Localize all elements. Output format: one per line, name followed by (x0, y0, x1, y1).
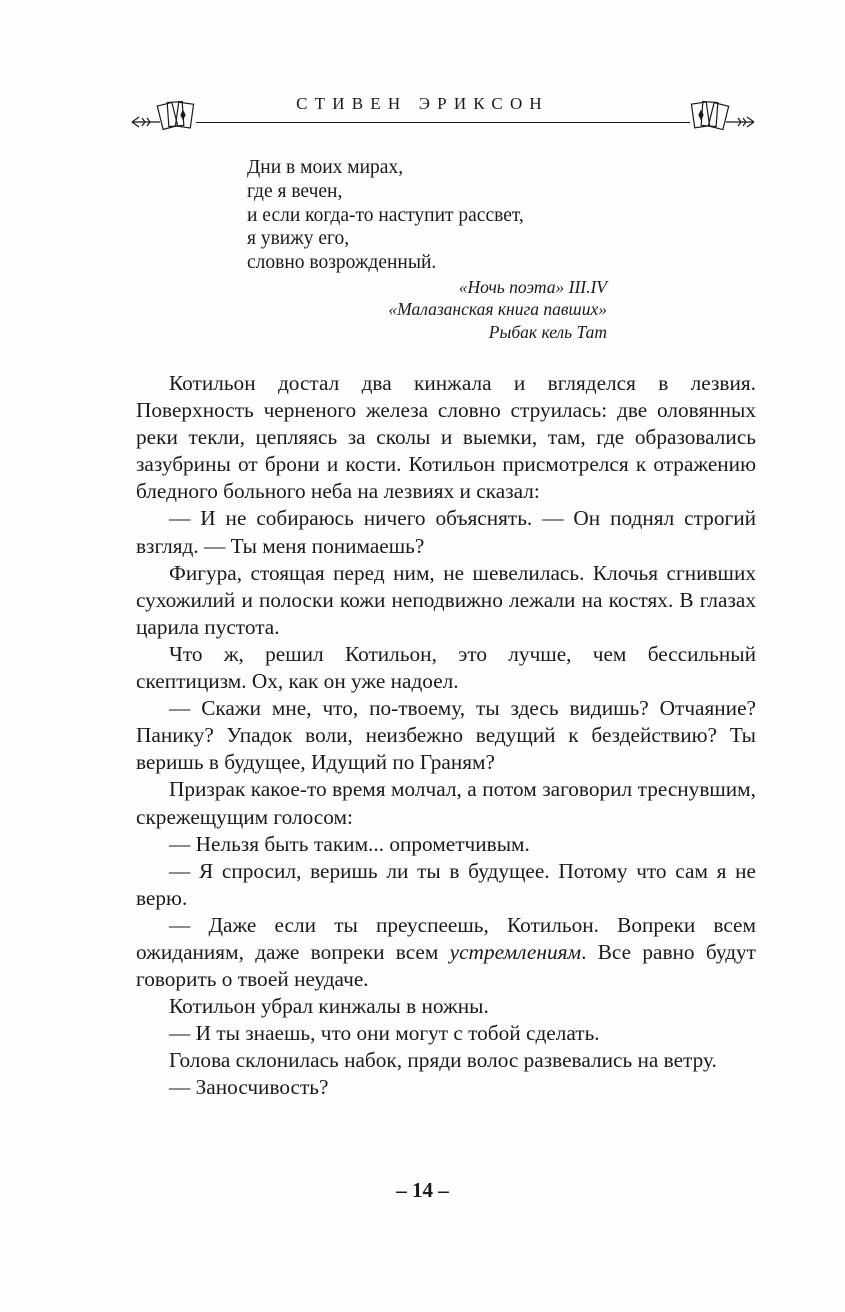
epigraph-line: и если когда-то наступит рассвет, (247, 204, 524, 226)
paragraph-text: — Даже если ты преуспеешь, Котильон. Вопреки всем ожиданиям, даже вопреки всем (136, 912, 756, 964)
epigraph-line: словно возрожденный. (247, 252, 437, 274)
epigraph-line: я увижу его, (247, 228, 350, 250)
attribution-book-title: «Малазанская книга павших» (388, 299, 607, 320)
epigraph-line: где я вечен, (247, 180, 343, 202)
paragraph: Голова склонилась набок, пряди волос развевались на ветру. (169, 1048, 717, 1073)
emphasized-word: устремлениям (449, 939, 582, 964)
paragraph: Что ж, решил Котильон, это лучше, чем бессильный скептицизм. Ох, как он уже надоел. (136, 641, 756, 694)
paragraph: — Скажи мне, что, по-твоему, ты здесь видишь? Отчаяние? Панику? Упадок воли, неизбежно ведущий к бездействию? Ты веришь в будущее, Идущий по Граням? (136, 696, 756, 775)
page-header (0, 0, 845, 160)
paragraph: — Я спросил, веришь ли ты в будущее. Потому что сам я не верю. (136, 858, 756, 910)
paragraph: Фигура, стоящая перед ним, не шевелилась. Клочья сгнивших сухожилий и полоски кожи неподвижно лежали на костях. В глазах царила пустота. (136, 560, 756, 639)
body-text (136, 370, 756, 1102)
running-head-author: СТИВЕН ЭРИКСОН (296, 94, 549, 113)
paragraph: — И ты знаешь, что они могут с тобой сделать. (169, 1021, 600, 1046)
page-number: – 14 – (396, 1178, 449, 1202)
paragraph: — Нельзя быть таким... опрометчивым. (169, 831, 530, 856)
paragraph: Котильон достал два кинжала и вгляделся в лезвия. Поверхность черненого железа словно струилась: две оловянных реки текли, цепляясь за сколы и выемки, там, где образовались зазубрины от брони и кости. Котильон присмотрелся к отражению бледного больного неба на лезвиях и сказал: (136, 371, 756, 504)
attribution-poem-title: «Ночь поэта» III.IV (458, 277, 607, 297)
paragraph: — И не собираюсь ничего объяснять. — Он поднял строгий взгляд. — Ты меня понимаешь? (136, 506, 756, 558)
epigraph (247, 156, 627, 342)
paragraph: Котильон убрал кинжалы в ножны. (169, 994, 489, 1019)
paragraph-text: . Все равно будут говорить о твоей неудаче. (136, 939, 756, 992)
cards-ornament-left-icon (130, 96, 200, 138)
cards-ornament-right-icon (686, 96, 756, 138)
epigraph-attribution (247, 276, 607, 343)
paragraph: — Заносчивость? (169, 1075, 329, 1100)
attribution-author: Рыбак кель Тат (488, 321, 607, 342)
epigraph-line: Дни в моих мирах, (247, 157, 404, 178)
paragraph-with-emphasis (136, 912, 756, 993)
header-rule (196, 122, 690, 123)
paragraph: Призрак какое-то время молчал, а потом заговорил треснувшим, скрежещущим голосом: (136, 777, 756, 829)
